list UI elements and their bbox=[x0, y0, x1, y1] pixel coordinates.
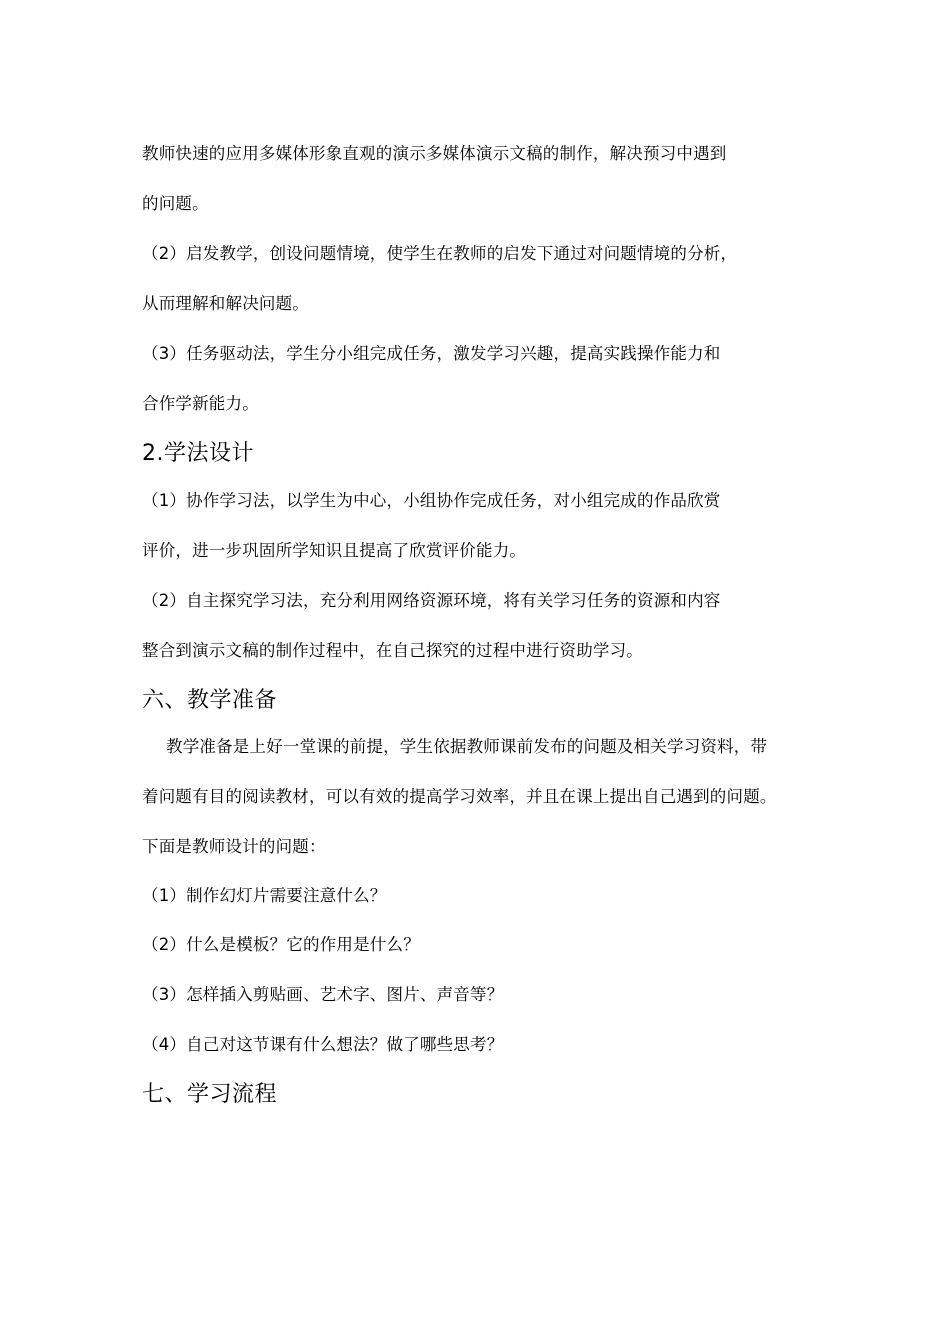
paragraph-line: 着问题有目的阅读教材，可以有效的提高学习效率，并且在课上提出自己遇到的问题。 bbox=[142, 787, 777, 806]
paragraph-line: 合作学新能力。 bbox=[142, 394, 259, 413]
section-heading-teaching-preparation: 六、教学准备 bbox=[142, 688, 278, 713]
list-item-line: （2）启发教学，创设问题情境，使学生在教师的启发下通过对问题情境的分析， bbox=[142, 244, 738, 263]
question-item: （4）自己对这节课有什么想法？做了哪些思考？ bbox=[142, 1035, 504, 1054]
paragraph-line: 教师快速的应用多媒体形象直观的演示多媒体演示文稿的制作，解决预习中遇到 bbox=[142, 144, 727, 163]
paragraph-line: 评价，进一步巩固所学知识且提高了欣赏评价能力。 bbox=[142, 541, 527, 560]
section-heading-study-method: 2.学法设计 bbox=[142, 441, 254, 466]
question-item: （3）怎样插入剪贴画、艺术字、图片、声音等？ bbox=[142, 985, 504, 1004]
paragraph-line: 整合到演示文稿的制作过程中，在自己探究的过程中进行资助学习。 bbox=[142, 641, 643, 660]
list-item-line: （2）自主探究学习法，充分利用网络资源环境，将有关学习任务的资源和内容 bbox=[142, 591, 721, 610]
question-item: （2）什么是模板？它的作用是什么？ bbox=[142, 935, 420, 954]
paragraph-line: 下面是教师设计的问题： bbox=[142, 837, 326, 856]
paragraph-line: 教学准备是上好一堂课的前提，学生依据教师课前发布的问题及相关学习资料，带 bbox=[166, 737, 768, 756]
paragraph-line: 从而理解和解决问题。 bbox=[142, 294, 309, 313]
list-item-line: （1）协作学习法，以学生为中心，小组协作完成任务，对小组完成的作品欣赏 bbox=[142, 491, 721, 510]
list-item-line: （3）任务驱动法，学生分小组完成任务，激发学习兴趣，提高实践操作能力和 bbox=[142, 344, 721, 363]
section-heading-learning-flow: 七、学习流程 bbox=[142, 1082, 278, 1107]
paragraph-line: 的问题。 bbox=[142, 194, 209, 213]
question-item: （1）制作幻灯片需要注意什么？ bbox=[142, 886, 387, 905]
